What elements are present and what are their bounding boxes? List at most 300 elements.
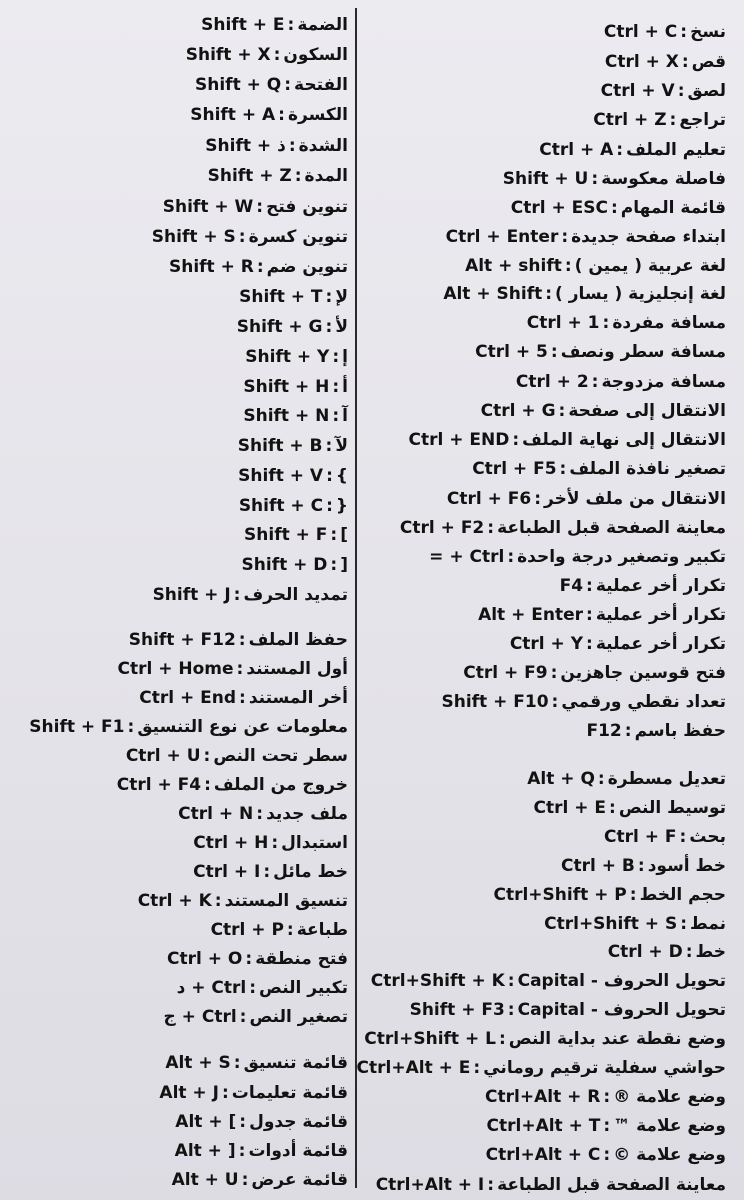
shortcut-key: Alt + shift bbox=[465, 256, 562, 276]
separator: : bbox=[325, 317, 333, 337]
shortcut-description: معاينة الصفحة قبل الطباعة bbox=[497, 1175, 726, 1195]
separator: : bbox=[233, 1053, 241, 1073]
separator: : bbox=[332, 377, 340, 397]
shortcut-row bbox=[527, 768, 726, 790]
shortcut-description: نمط bbox=[690, 914, 726, 934]
shortcut-row bbox=[239, 286, 348, 308]
shortcut-key: Ctrl + F5 bbox=[472, 459, 557, 479]
shortcut-key: Ctrl+Alt + E bbox=[356, 1058, 471, 1078]
shortcut-key: Shift + F3 bbox=[409, 1000, 505, 1020]
shortcut-key: Ctrl+Shift + K bbox=[370, 971, 505, 991]
shortcut-row bbox=[364, 1028, 726, 1050]
shortcut-description: وضع علامة © bbox=[613, 1145, 726, 1165]
shortcut-row bbox=[608, 941, 726, 963]
shortcut-key: Ctrl + I bbox=[193, 862, 261, 882]
shortcut-row bbox=[443, 283, 726, 305]
shortcut-description: لأ bbox=[335, 317, 348, 337]
shortcut-description: ابتداء صفحة جديدة bbox=[571, 227, 726, 247]
shortcut-row bbox=[601, 80, 726, 102]
shortcut-row bbox=[371, 970, 726, 992]
shortcut-description: قائمة تنسيق bbox=[243, 1053, 348, 1073]
shortcut-key: Ctrl + 2 bbox=[515, 372, 589, 392]
shortcut-key: ج + Ctrl bbox=[163, 1007, 237, 1027]
separator: : bbox=[603, 1145, 611, 1165]
shortcut-row bbox=[208, 165, 348, 187]
shortcut-description: مسافة مزدوجة bbox=[601, 372, 726, 392]
separator: : bbox=[609, 798, 616, 818]
separator: : bbox=[586, 576, 593, 596]
separator: : bbox=[278, 105, 285, 125]
shortcut-key: Shift + A bbox=[190, 105, 276, 125]
shortcut-description: فتح منطقة bbox=[255, 949, 348, 969]
shortcut-key: Shift + F1 bbox=[29, 717, 125, 737]
separator: : bbox=[591, 169, 599, 189]
separator: : bbox=[558, 401, 566, 421]
shortcut-description: وضع علامة ™ bbox=[613, 1116, 726, 1136]
separator: : bbox=[288, 136, 296, 156]
shortcut-key: Ctrl+Alt + I bbox=[375, 1175, 485, 1195]
shortcut-key: Ctrl + E bbox=[533, 798, 607, 818]
shortcut-row bbox=[164, 1006, 349, 1028]
shortcut-key: Alt + ] bbox=[174, 1141, 236, 1161]
shortcut-key: Ctrl + X bbox=[604, 52, 679, 72]
shortcut-description: الفتحة bbox=[294, 75, 348, 95]
shortcut-row bbox=[481, 400, 726, 422]
separator: : bbox=[294, 166, 302, 186]
shortcut-key: = + Ctrl bbox=[429, 547, 505, 567]
shortcut-key: Ctrl+Alt + T bbox=[486, 1116, 601, 1136]
separator: : bbox=[487, 518, 495, 538]
separator: : bbox=[241, 1170, 249, 1190]
separator: : bbox=[204, 775, 211, 795]
shortcut-row bbox=[172, 1169, 348, 1191]
shortcut-key: Alt + [ bbox=[175, 1112, 237, 1132]
shortcut-row bbox=[472, 458, 726, 480]
shortcut-row bbox=[117, 774, 348, 796]
separator: : bbox=[597, 769, 605, 789]
shortcut-description: قائمة المهام bbox=[620, 198, 726, 218]
shortcut-key: Shift + Q bbox=[195, 75, 282, 95]
shortcut-key: Shift + R bbox=[168, 257, 254, 277]
shortcut-row bbox=[211, 919, 348, 941]
shortcut-description: أ bbox=[342, 377, 348, 397]
shortcut-key: Shift + F bbox=[244, 525, 328, 545]
shortcut-key: Ctrl + B bbox=[561, 856, 635, 876]
separator: : bbox=[330, 525, 338, 545]
shortcut-key: Ctrl + F bbox=[604, 827, 677, 847]
shortcut-description: حفظ الملف bbox=[248, 630, 348, 650]
shortcut-row bbox=[485, 1086, 726, 1108]
separator: : bbox=[616, 140, 624, 160]
shortcut-key: د + Ctrl bbox=[176, 978, 247, 998]
shortcut-description: آ bbox=[342, 406, 348, 426]
shortcut-key: Ctrl + A bbox=[539, 140, 614, 160]
separator: : bbox=[550, 342, 558, 362]
separator: : bbox=[326, 466, 333, 486]
separator: : bbox=[545, 284, 553, 304]
separator: : bbox=[679, 827, 687, 847]
shortcut-description: أخر المستند bbox=[248, 688, 348, 708]
shortcut-description: مسافة سطر ونصف bbox=[560, 342, 726, 362]
shortcut-row bbox=[193, 861, 348, 883]
shortcut-description: تنوين ضم bbox=[266, 257, 348, 277]
separator: : bbox=[473, 1058, 481, 1078]
shortcut-row bbox=[410, 999, 726, 1021]
shortcut-row bbox=[527, 312, 726, 334]
shortcut-description: قائمة أدوات bbox=[248, 1141, 348, 1161]
shortcut-row bbox=[475, 341, 726, 363]
shortcut-row bbox=[593, 109, 726, 131]
separator: : bbox=[507, 547, 515, 567]
shortcut-description: تصغير النص bbox=[249, 1007, 348, 1027]
shortcut-key: Ctrl+Alt + C bbox=[485, 1145, 601, 1165]
shortcut-row bbox=[465, 255, 726, 277]
shortcut-row bbox=[446, 226, 726, 248]
separator: : bbox=[561, 227, 569, 247]
shortcut-key: Ctrl+Shift + S bbox=[544, 914, 678, 934]
separator: : bbox=[127, 717, 135, 737]
shortcut-key: Alt + U bbox=[171, 1170, 239, 1190]
shortcut-row bbox=[409, 429, 727, 451]
shortcut-row bbox=[503, 168, 726, 190]
separator: : bbox=[603, 1116, 611, 1136]
shortcut-key: Shift + E bbox=[201, 15, 285, 35]
shortcut-description: تحويل الحروف - Capital bbox=[517, 971, 726, 991]
shortcut-key: Shift + Y bbox=[245, 347, 330, 367]
shortcut-key: Ctrl + F4 bbox=[116, 775, 202, 795]
shortcut-row bbox=[129, 629, 348, 651]
shortcut-key: Alt + Shift bbox=[443, 284, 543, 304]
shortcut-description: توسيط النص bbox=[618, 798, 726, 818]
shortcut-row bbox=[493, 884, 726, 906]
separator: : bbox=[233, 585, 241, 605]
separator: : bbox=[586, 634, 593, 654]
shortcut-description: فتح قوسين جاهزين bbox=[560, 663, 726, 683]
shortcut-row bbox=[242, 554, 348, 576]
shortcut-description: المدة bbox=[304, 166, 348, 186]
shortcut-description: تعداد نقطي ورقمي bbox=[561, 692, 726, 712]
separator: : bbox=[637, 856, 645, 876]
shortcut-key: Ctrl + P bbox=[210, 920, 284, 940]
shortcut-key: Ctrl + End bbox=[139, 688, 236, 708]
shortcut-description: تمديد الحرف bbox=[243, 585, 348, 605]
shortcut-row bbox=[139, 687, 348, 709]
shortcut-description: [ bbox=[340, 555, 348, 575]
shortcut-key: Shift + Z bbox=[207, 166, 292, 186]
shortcut-row bbox=[245, 346, 348, 368]
shortcut-key: Shift + B bbox=[237, 436, 323, 456]
separator: : bbox=[263, 862, 271, 882]
shortcut-key: Ctrl + G bbox=[480, 401, 556, 421]
shortcut-description: أول المستند bbox=[246, 659, 348, 679]
separator: : bbox=[273, 45, 281, 65]
shortcut-key: Shift + V bbox=[238, 466, 324, 486]
shortcut-row bbox=[534, 797, 727, 819]
separator: : bbox=[256, 257, 264, 277]
shortcut-description: ] bbox=[340, 525, 348, 545]
shortcut-description: لصق bbox=[687, 81, 726, 101]
separator: : bbox=[551, 692, 559, 712]
shortcut-description: تكبير النص bbox=[259, 978, 348, 998]
shortcut-description: نسخ bbox=[690, 22, 726, 42]
separator: : bbox=[330, 555, 338, 575]
shortcut-description: خط أسود bbox=[647, 856, 726, 876]
shortcut-row bbox=[429, 546, 726, 568]
shortcut-key: Shift + C bbox=[238, 496, 324, 516]
shortcut-description: وضع نقطة عند بداية النص bbox=[508, 1029, 726, 1049]
separator: : bbox=[325, 436, 333, 456]
shortcut-key: Ctrl + 5 bbox=[475, 342, 548, 362]
shortcut-row bbox=[447, 488, 726, 510]
shortcut-key: Ctrl+Shift + P bbox=[493, 885, 627, 905]
shortcut-description: معلومات عن نوع التنسيق bbox=[137, 717, 348, 737]
shortcut-row bbox=[441, 691, 726, 713]
shortcut-description: سطر تحت النص bbox=[213, 746, 348, 766]
column-divider bbox=[355, 8, 357, 1188]
shortcut-row bbox=[126, 745, 348, 767]
shortcut-row bbox=[117, 658, 348, 680]
shortcut-description: خروج من الملف bbox=[213, 775, 348, 795]
shortcut-key: Shift + S bbox=[151, 227, 236, 247]
separator: : bbox=[512, 430, 520, 450]
separator: : bbox=[550, 663, 558, 683]
separator: : bbox=[591, 372, 599, 392]
shortcut-key: Shift + U bbox=[502, 169, 589, 189]
shortcut-row bbox=[178, 803, 348, 825]
shortcut-description: لإ bbox=[335, 287, 348, 307]
separator: : bbox=[602, 313, 610, 333]
shortcut-key: F12 bbox=[586, 721, 622, 741]
shortcut-row bbox=[510, 633, 726, 655]
separator: : bbox=[669, 110, 677, 130]
separator: : bbox=[214, 891, 222, 911]
shortcut-description: تراجع bbox=[679, 110, 726, 130]
shortcut-row bbox=[177, 977, 348, 999]
shortcut-row bbox=[376, 1174, 726, 1196]
separator: : bbox=[603, 1087, 611, 1107]
shortcut-description: ملف جديد bbox=[266, 804, 348, 824]
separator: : bbox=[256, 804, 264, 824]
shortcut-description: استبدال bbox=[281, 833, 348, 853]
shortcut-description: الشدة bbox=[298, 136, 348, 156]
shortcut-description: السكون bbox=[283, 45, 348, 65]
shortcut-row bbox=[167, 948, 348, 970]
separator: : bbox=[629, 885, 637, 905]
shortcut-row bbox=[511, 197, 726, 219]
separator: : bbox=[287, 15, 295, 35]
shortcut-key: F4 bbox=[559, 576, 584, 596]
separator: : bbox=[238, 1141, 246, 1161]
shortcut-description: خط bbox=[695, 942, 726, 962]
shortcut-row bbox=[186, 44, 348, 66]
shortcut-row bbox=[244, 524, 348, 546]
shortcut-key: Shift + G bbox=[236, 317, 323, 337]
separator: : bbox=[680, 22, 688, 42]
shortcut-description: الكسرة bbox=[287, 105, 348, 125]
shortcut-key: Shift + J bbox=[152, 585, 231, 605]
shortcut-key: Ctrl + 1 bbox=[526, 313, 600, 333]
separator: : bbox=[559, 459, 567, 479]
shortcut-key: Shift + N bbox=[243, 406, 330, 426]
shortcut-key: Ctrl + V bbox=[600, 81, 675, 101]
shortcut-row bbox=[478, 604, 726, 626]
shortcut-description: تكرار أخر عملية bbox=[595, 634, 726, 654]
separator: : bbox=[236, 659, 244, 679]
shortcut-row bbox=[357, 1057, 726, 1079]
shortcut-row bbox=[165, 1052, 348, 1074]
shortcut-row bbox=[239, 495, 348, 517]
separator: : bbox=[245, 949, 253, 969]
shortcut-row bbox=[586, 720, 726, 742]
shortcut-description: تكرار أخر عملية bbox=[595, 605, 726, 625]
shortcut-description: طباعة bbox=[296, 920, 348, 940]
shortcut-description: قائمة عرض bbox=[251, 1170, 348, 1190]
shortcut-description: مسافة مفردة bbox=[612, 313, 726, 333]
shortcut-row bbox=[159, 1082, 348, 1104]
shortcut-description: بحث bbox=[689, 827, 726, 847]
shortcut-row bbox=[604, 826, 726, 848]
shortcut-row bbox=[169, 256, 348, 278]
shortcut-description: { bbox=[335, 496, 348, 516]
separator: : bbox=[507, 971, 515, 991]
shortcut-description: تنوين فتح bbox=[266, 197, 348, 217]
shortcut-description: الانتقال إلى صفحة bbox=[568, 401, 726, 421]
shortcut-row bbox=[190, 104, 348, 126]
shortcut-description: تنسيق المستند bbox=[224, 891, 348, 911]
shortcut-key: Ctrl + ESC bbox=[510, 198, 608, 218]
separator: : bbox=[238, 630, 246, 650]
shortcut-key: Ctrl + F2 bbox=[399, 518, 485, 538]
shortcut-key: Alt + Q bbox=[527, 769, 595, 789]
shortcut-key: Ctrl + C bbox=[603, 22, 678, 42]
shortcut-description: تكرار أخر عملية bbox=[595, 576, 726, 596]
shortcut-row bbox=[201, 14, 348, 36]
shortcut-key: Shift + ذ bbox=[205, 136, 286, 156]
separator: : bbox=[256, 197, 264, 217]
shortcut-key: Ctrl + U bbox=[125, 746, 201, 766]
shortcut-row bbox=[163, 196, 348, 218]
shortcut-description: لغة عربية ( يمين ) bbox=[574, 256, 726, 276]
shortcut-description: تعديل مسطرة bbox=[607, 769, 726, 789]
separator: : bbox=[271, 833, 279, 853]
shortcut-description: فاصلة معكوسة bbox=[601, 169, 726, 189]
shortcut-description: إ bbox=[342, 347, 348, 367]
separator: : bbox=[286, 920, 294, 940]
shortcut-row bbox=[516, 371, 726, 393]
shortcut-key: Ctrl + Y bbox=[509, 634, 584, 654]
shortcut-key: Shift + W bbox=[162, 197, 254, 217]
shortcut-description: تصغير نافذة الملف bbox=[569, 459, 726, 479]
shortcut-key: Ctrl + F9 bbox=[463, 663, 548, 683]
shortcut-key: Ctrl + O bbox=[167, 949, 243, 969]
shortcut-row bbox=[605, 51, 726, 73]
separator: : bbox=[326, 496, 333, 516]
separator: : bbox=[249, 978, 257, 998]
separator: : bbox=[681, 52, 689, 72]
shortcut-row bbox=[604, 21, 726, 43]
shortcut-key: Alt + Enter bbox=[478, 605, 584, 625]
shortcut-row bbox=[243, 376, 348, 398]
separator: : bbox=[239, 688, 246, 708]
shortcut-key: Ctrl + END bbox=[408, 430, 510, 450]
separator: : bbox=[221, 1083, 229, 1103]
separator: : bbox=[564, 256, 572, 276]
shortcut-description: قائمة جدول bbox=[249, 1112, 348, 1132]
shortcut-key: Ctrl + N bbox=[178, 804, 254, 824]
shortcut-key: Ctrl + F6 bbox=[446, 489, 532, 509]
separator: : bbox=[203, 746, 211, 766]
shortcut-description: حجم الخط bbox=[639, 885, 726, 905]
shortcut-description: قائمة تعليمات bbox=[231, 1083, 348, 1103]
shortcut-description: لغة إنجليزية ( يسار ) bbox=[555, 284, 726, 304]
shortcut-description: وضع علامة ® bbox=[613, 1087, 726, 1107]
shortcut-row bbox=[243, 405, 348, 427]
separator: : bbox=[507, 1000, 515, 1020]
shortcut-key: Ctrl + Home bbox=[117, 659, 234, 679]
shortcut-description: الانتقال من ملف لأخر bbox=[544, 489, 726, 509]
shortcut-key: Ctrl + Z bbox=[593, 110, 667, 130]
shortcut-key: Shift + F12 bbox=[128, 630, 236, 650]
separator: : bbox=[239, 1007, 247, 1027]
shortcut-row bbox=[175, 1111, 348, 1133]
shortcut-key: Ctrl + D bbox=[607, 942, 683, 962]
shortcut-description: } bbox=[335, 466, 348, 486]
shortcut-description: تعليم الملف bbox=[626, 140, 726, 160]
shortcut-row bbox=[138, 890, 348, 912]
shortcut-key: Ctrl + Enter bbox=[445, 227, 559, 247]
shortcut-row bbox=[544, 913, 726, 935]
shortcut-key: Ctrl + K bbox=[137, 891, 212, 911]
shortcut-key: Ctrl+Alt + R bbox=[485, 1087, 601, 1107]
separator: : bbox=[610, 198, 618, 218]
separator: : bbox=[624, 721, 632, 741]
shortcut-key: Shift + F10 bbox=[441, 692, 549, 712]
shortcut-row bbox=[237, 316, 348, 338]
separator: : bbox=[332, 406, 340, 426]
shortcut-row bbox=[175, 1140, 348, 1162]
shortcut-key: Shift + T bbox=[239, 287, 323, 307]
shortcut-row bbox=[561, 855, 726, 877]
shortcut-key: Alt + J bbox=[159, 1083, 219, 1103]
separator: : bbox=[325, 287, 333, 307]
shortcut-row bbox=[205, 135, 348, 157]
shortcut-row bbox=[487, 1115, 726, 1137]
shortcut-row bbox=[560, 575, 726, 597]
shortcut-description: الانتقال إلى نهاية الملف bbox=[522, 430, 726, 450]
shortcut-key: Shift + D bbox=[241, 555, 328, 575]
separator: : bbox=[586, 605, 593, 625]
shortcut-description: تكبير وتصغير درجة واحدة bbox=[517, 547, 726, 567]
separator: : bbox=[487, 1175, 495, 1195]
shortcut-row bbox=[400, 517, 726, 539]
shortcut-row bbox=[153, 584, 348, 606]
separator: : bbox=[239, 1112, 247, 1132]
shortcut-key: Ctrl + H bbox=[193, 833, 269, 853]
shortcut-row bbox=[238, 465, 348, 487]
shortcut-description: معاينة الصفحة قبل الطباعة bbox=[497, 518, 726, 538]
shortcut-description: حواشي سفلية ترقيم روماني bbox=[483, 1058, 726, 1078]
shortcut-row bbox=[238, 435, 348, 457]
separator: : bbox=[284, 75, 292, 95]
shortcut-description: الضمة bbox=[297, 15, 348, 35]
shortcut-key: Shift + X bbox=[185, 45, 271, 65]
shortcut-description: قص bbox=[691, 52, 726, 72]
shortcut-key: Alt + S bbox=[165, 1053, 231, 1073]
shortcut-row bbox=[463, 662, 726, 684]
shortcut-description: حفظ باسم bbox=[634, 721, 726, 741]
shortcut-description: لآ bbox=[335, 436, 348, 456]
shortcut-row bbox=[486, 1144, 726, 1166]
